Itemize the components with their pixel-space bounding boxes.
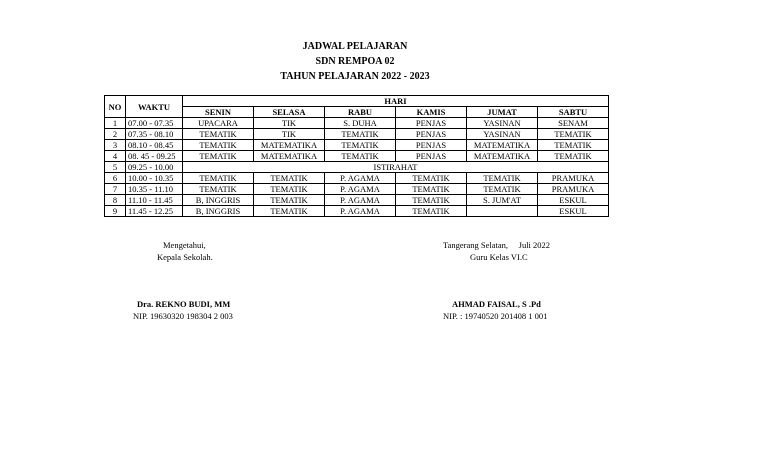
subject-cell: TEMATIK <box>183 151 254 162</box>
subject-cell: TIK <box>254 129 325 140</box>
school-name: SDN REMPOA 02 <box>315 56 395 67</box>
row-number: 5 <box>105 162 126 173</box>
row-number: 9 <box>105 206 126 217</box>
subject-cell: TEMATIK <box>396 184 467 195</box>
subject-cell: UPACARA <box>183 118 254 129</box>
subject-cell: TEMATIK <box>467 173 538 184</box>
subject-cell: PENJAS <box>396 140 467 151</box>
subject-cell: TEMATIK <box>396 206 467 217</box>
subject-cell: TIK <box>254 118 325 129</box>
row-time: 08.10 - 08.45 <box>126 140 183 151</box>
schedule-table <box>104 95 609 217</box>
day-header-kamis: KAMIS <box>396 107 467 118</box>
left-ack-label: Mengetahui, <box>163 240 206 250</box>
subject-cell: YASINAN <box>467 118 538 129</box>
subject-cell: TEMATIK <box>254 184 325 195</box>
subject-cell: TEMATIK <box>325 151 396 162</box>
subject-cell <box>467 206 538 217</box>
break-cell: ISTIRAHAT <box>183 162 609 173</box>
table-row <box>105 206 609 217</box>
subject-cell: YASINAN <box>467 129 538 140</box>
subject-cell: MATEMATIKA <box>467 151 538 162</box>
row-time: 09.25 - 10.00 <box>126 162 183 173</box>
row-number: 2 <box>105 129 126 140</box>
doc-title: JADWAL PELAJARAN <box>302 41 408 52</box>
col-header-no: NO <box>105 96 126 118</box>
subject-cell: TEMATIK <box>538 151 609 162</box>
row-time: 07.35 - 08.10 <box>126 129 183 140</box>
subject-cell: PENJAS <box>396 129 467 140</box>
subject-cell: TEMATIK <box>396 173 467 184</box>
subject-cell: S. DUHA <box>325 118 396 129</box>
row-number: 3 <box>105 140 126 151</box>
principal-name: Dra. REKNO BUDI, MM <box>137 299 231 309</box>
subject-cell: P. AGAMA <box>325 206 396 217</box>
row-number: 8 <box>105 195 126 206</box>
subject-cell: TEMATIK <box>538 140 609 151</box>
day-header-selasa: SELASA <box>254 107 325 118</box>
subject-cell: TEMATIK <box>254 195 325 206</box>
subject-cell: B, INGGRIS <box>183 206 254 217</box>
subject-cell: MATEMATIKA <box>467 140 538 151</box>
subject-cell: TEMATIK <box>183 140 254 151</box>
row-number: 6 <box>105 173 126 184</box>
subject-cell: TEMATIK <box>183 173 254 184</box>
day-header-senin: SENIN <box>183 107 254 118</box>
schedule-body <box>105 118 609 217</box>
subject-cell: MATEMATIKA <box>254 140 325 151</box>
left-role-label: Kepala Sekolah. <box>157 252 213 262</box>
subject-cell: PENJAS <box>396 118 467 129</box>
subject-cell: TEMATIK <box>396 195 467 206</box>
academic-year: TAHUN PELAJARAN 2022 - 2023 <box>280 71 430 82</box>
subject-cell: TEMATIK <box>538 129 609 140</box>
row-time: 10.35 - 11.10 <box>126 184 183 195</box>
subject-cell: PRAMUKA <box>538 173 609 184</box>
teacher-name: AHMAD FAISAL, S .Pd <box>452 299 541 309</box>
table-row <box>105 129 609 140</box>
day-header-sabtu: SABTU <box>538 107 609 118</box>
subject-cell: P. AGAMA <box>325 195 396 206</box>
day-header-jumat: JUMAT <box>467 107 538 118</box>
teacher-nip: NIP. : 19740520 201408 1 001 <box>443 311 548 321</box>
row-number: 1 <box>105 118 126 129</box>
subject-cell: P. AGAMA <box>325 184 396 195</box>
subject-cell: TEMATIK <box>325 140 396 151</box>
principal-nip: NIP. 19630320 198304 2 003 <box>133 311 233 321</box>
subject-cell: ESKUL <box>538 195 609 206</box>
table-row <box>105 195 609 206</box>
table-row <box>105 173 609 184</box>
place-date: Tangerang Selatan, Juli 2022 <box>443 240 551 250</box>
row-time: 08. 45 - 09.25 <box>126 151 183 162</box>
table-header-row <box>105 96 609 107</box>
row-number: 4 <box>105 151 126 162</box>
table-row <box>105 140 609 151</box>
subject-cell: TEMATIK <box>254 173 325 184</box>
teacher-role-label: Guru Kelas VI.C <box>470 252 528 262</box>
subject-cell: PRAMUKA <box>538 184 609 195</box>
row-number: 7 <box>105 184 126 195</box>
table-row <box>105 151 609 162</box>
subject-cell: ESKUL <box>538 206 609 217</box>
subject-cell: S. JUM'AT <box>467 195 538 206</box>
subject-cell: TEMATIK <box>183 184 254 195</box>
day-header-rabu: RABU <box>325 107 396 118</box>
subject-cell: PENJAS <box>396 151 467 162</box>
row-time: 11.10 - 11.45 <box>126 195 183 206</box>
subject-cell: TEMATIK <box>254 206 325 217</box>
subject-cell: P. AGAMA <box>325 173 396 184</box>
table-row <box>105 184 609 195</box>
subject-cell: TEMATIK <box>183 129 254 140</box>
subject-cell: TEMATIK <box>467 184 538 195</box>
table-row <box>105 162 609 173</box>
row-time: 07.00 - 07.35 <box>126 118 183 129</box>
subject-cell: B, INGGRIS <box>183 195 254 206</box>
table-row <box>105 118 609 129</box>
subject-cell: MATEMATIKA <box>254 151 325 162</box>
col-header-days-group: HARI <box>183 96 609 107</box>
row-time: 10.00 - 10.35 <box>126 173 183 184</box>
col-header-time: WAKTU <box>126 96 183 118</box>
row-time: 11.45 - 12.25 <box>126 206 183 217</box>
subject-cell: SENAM <box>538 118 609 129</box>
subject-cell: TEMATIK <box>325 129 396 140</box>
